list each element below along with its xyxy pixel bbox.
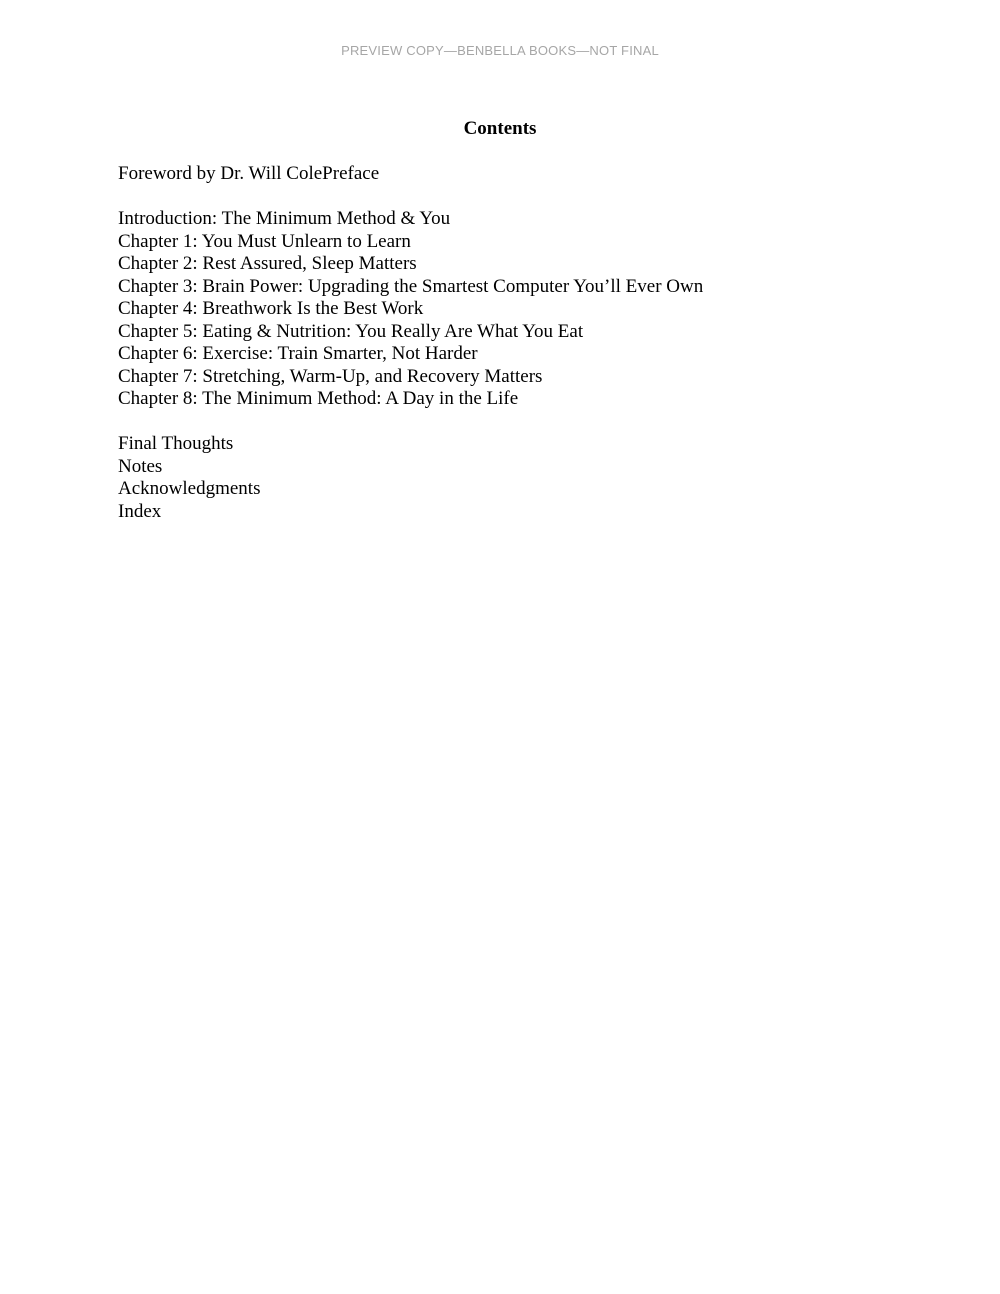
toc-entry-chapter-8: Chapter 8: The Minimum Method: A Day in the Life xyxy=(118,388,519,409)
toc-entry-chapter-5: Chapter 5: Eating & Nutrition: You Really Are What You Eat xyxy=(118,320,584,342)
toc-entry-chapter-1: Chapter 1: You Must Unlearn to Learn xyxy=(118,230,411,252)
toc-entry-chapter-2: Chapter 2: Rest Assured, Sleep Matters xyxy=(118,253,417,274)
toc-entry-chapter-3: Chapter 3: Brain Power: Upgrading the Smartest Computer You’ll Ever Own xyxy=(118,275,704,297)
toc-front-matter xyxy=(118,163,703,186)
toc-entry-acknowledgments: Acknowledgments xyxy=(118,478,261,499)
preview-header-note: PREVIEW COPY—BENBELLA BOOKS—NOT FINAL xyxy=(341,43,659,58)
toc-entry-chapter-4: Chapter 4: Breathwork Is the Best Work xyxy=(118,298,424,319)
page-title: Contents xyxy=(463,118,537,139)
table-of-contents xyxy=(118,163,703,546)
toc-back-matter xyxy=(118,433,703,523)
toc-entry-introduction: Introduction: The Minimum Method & You xyxy=(118,208,451,229)
toc-entry-notes: Notes xyxy=(118,455,163,477)
toc-entry-index: Index xyxy=(118,500,162,522)
toc-entry-final-thoughts: Final Thoughts xyxy=(118,433,234,454)
toc-entry-chapter-6: Chapter 6: Exercise: Train Smarter, Not Harder xyxy=(118,343,478,364)
toc-entry-foreword: Foreword by Dr. Will ColePreface xyxy=(118,163,380,184)
toc-entry-chapter-7: Chapter 7: Stretching, Warm-Up, and Recovery Matters xyxy=(118,365,543,387)
toc-chapters xyxy=(118,208,703,411)
